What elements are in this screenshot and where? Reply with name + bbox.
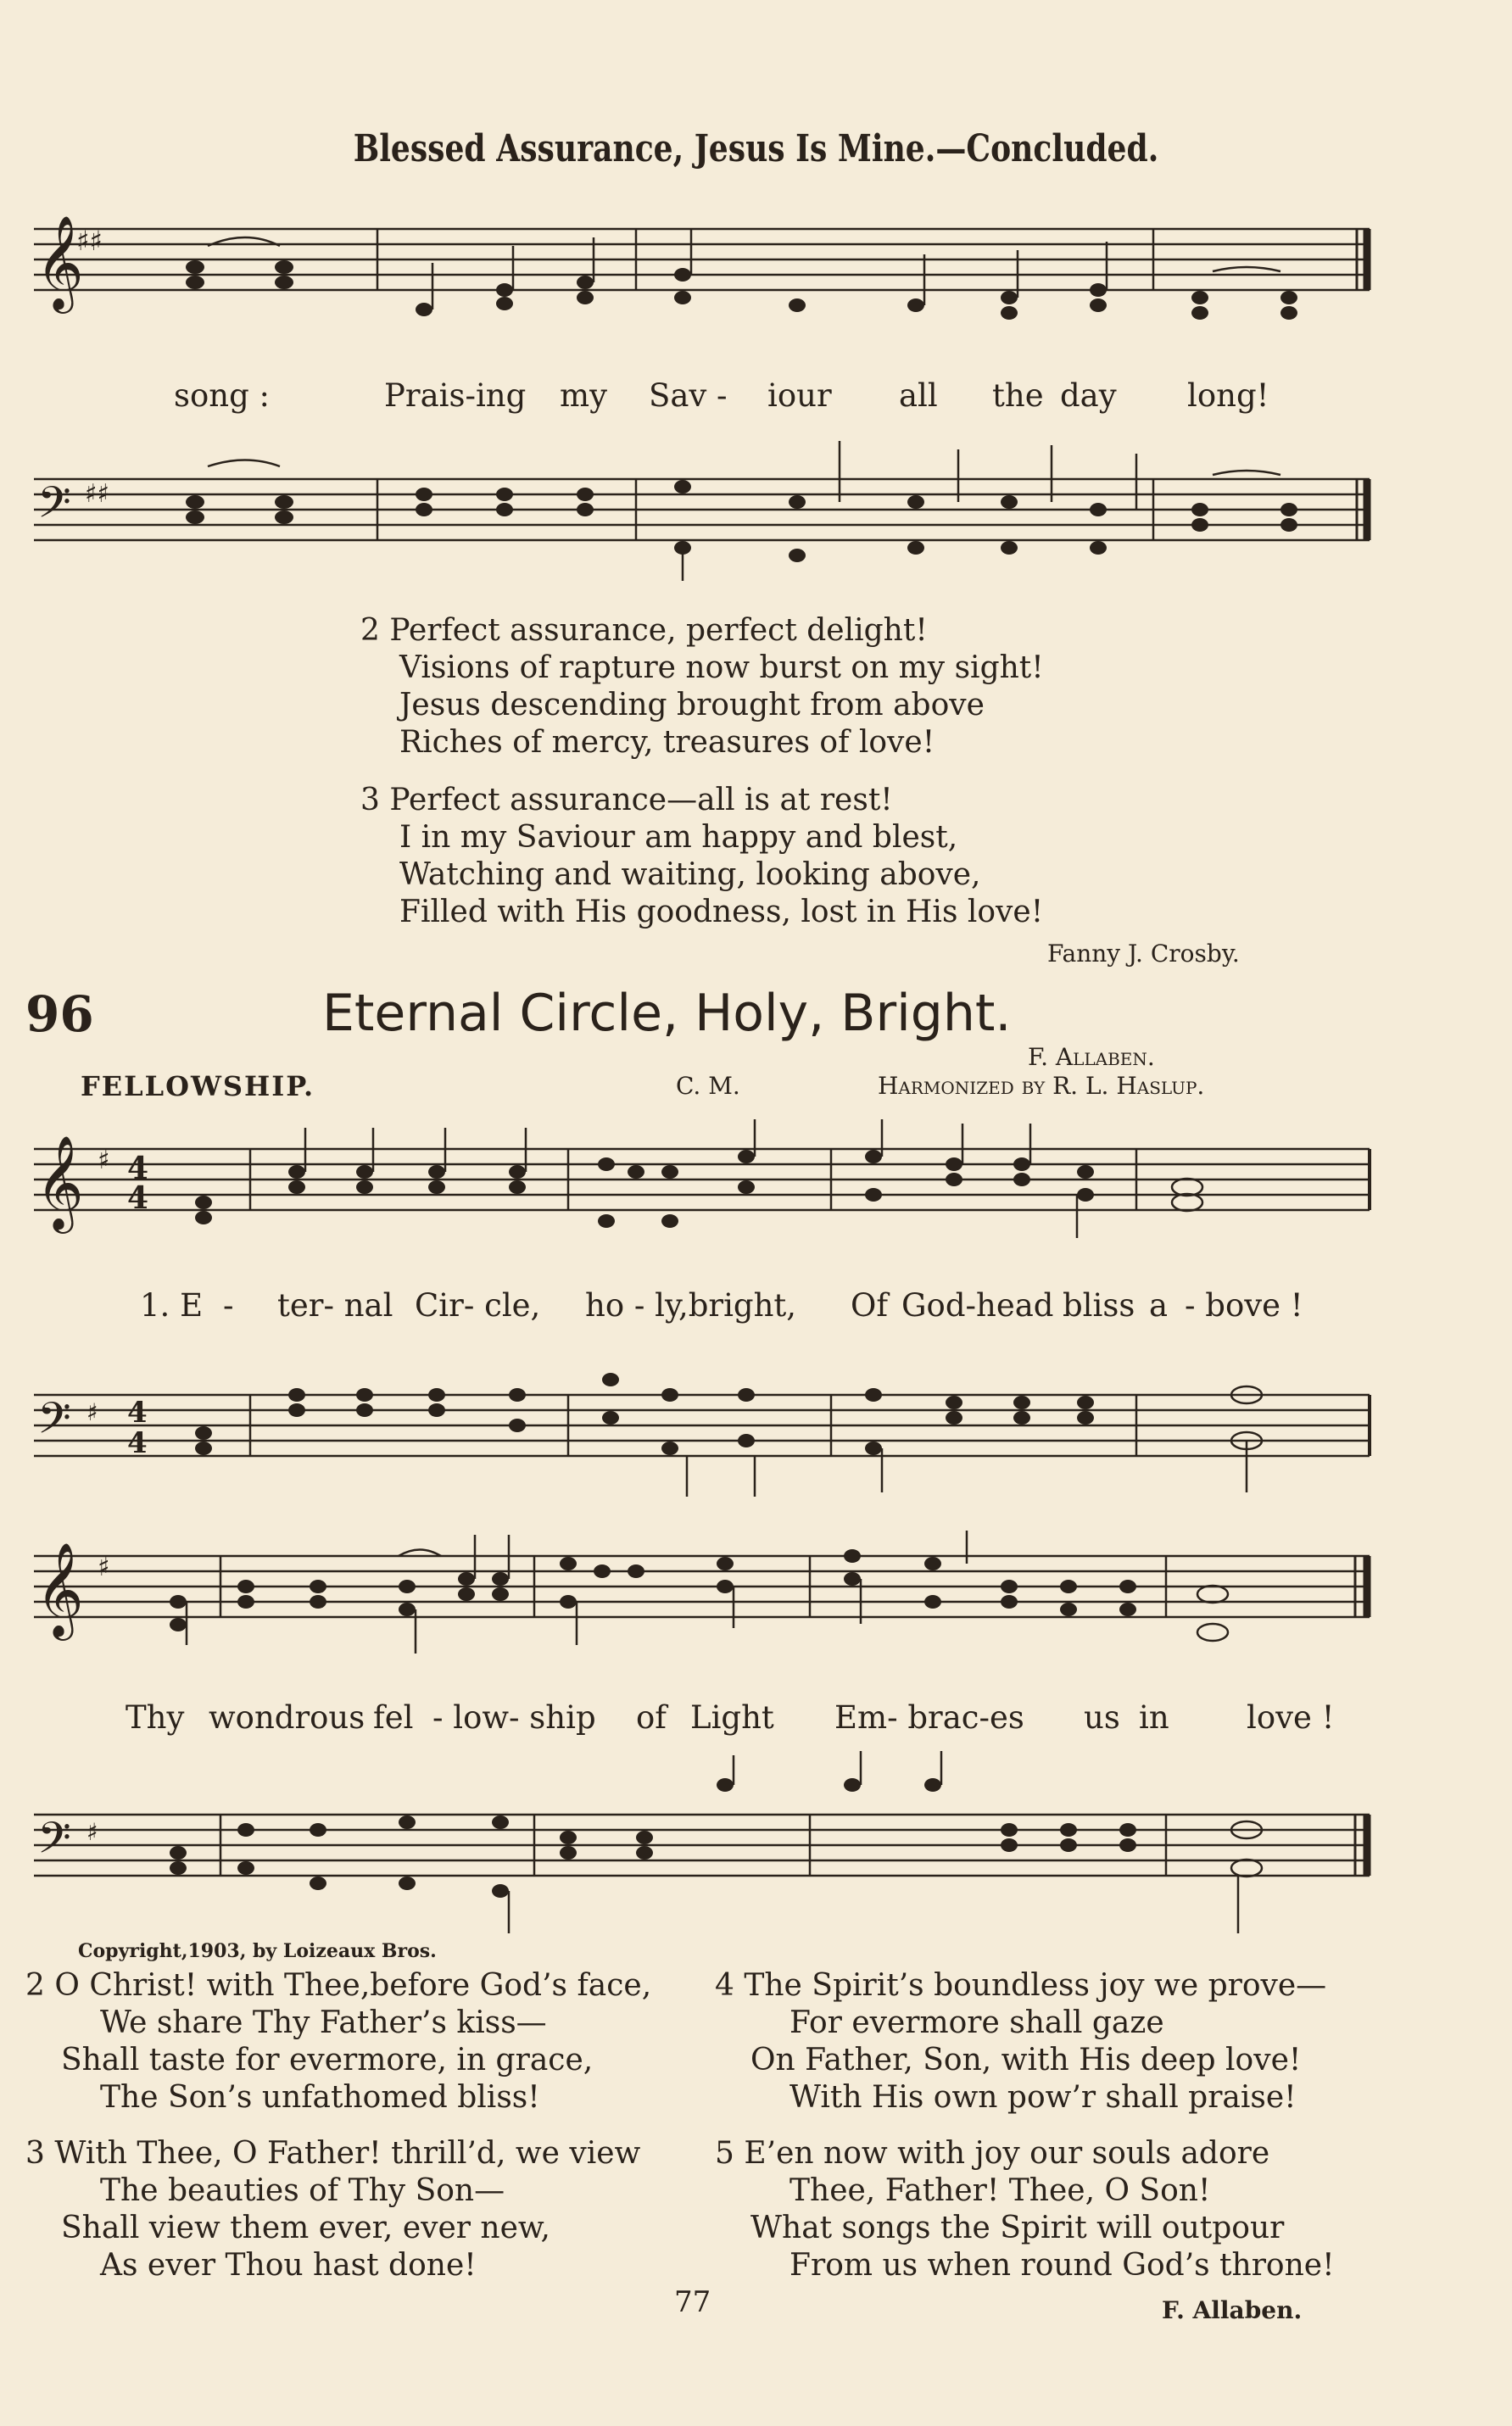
verse-line: Thee, Father! Thee, O Son!	[789, 2173, 1211, 2208]
prev-lyric-word: my	[560, 377, 607, 414]
verse-line: For evermore shall gaze	[789, 2005, 1164, 2040]
verse-line: Shall view them ever, ever new,	[61, 2211, 550, 2245]
verse-line: Jesus descending brought from above	[399, 688, 985, 722]
prev-lyric-word: Prais-ing	[384, 377, 527, 414]
hymn-verse	[715, 1967, 1326, 2116]
verse-line: With Thee, O Father! thrill’d, we view	[54, 2136, 641, 2171]
bass-staff-2	[25, 1747, 1382, 1942]
lyric-word: Light	[690, 1699, 774, 1736]
verse-line: The beauties of Thy Son—	[100, 2173, 505, 2208]
harmonizer: Harmonized by R. L. Haslup.	[878, 1072, 1205, 1100]
svg-text:𝄞: 𝄞	[36, 1135, 84, 1230]
treble-staff-1	[25, 1111, 1382, 1280]
hymn-verse	[715, 2135, 1335, 2284]
verse-line: E’en now with joy our souls adore	[744, 2136, 1270, 2171]
lyric-word: wondrous	[209, 1699, 365, 1736]
hymn-verse	[25, 1967, 651, 2116]
lyric-word: Em- brac-es	[834, 1699, 1024, 1736]
svg-text:𝄢: 𝄢	[37, 1812, 71, 1874]
verse-number: 2	[360, 613, 380, 648]
lyric-word: Thy	[126, 1699, 185, 1736]
lyric-word: of	[636, 1699, 667, 1736]
svg-text:4: 4	[127, 1396, 148, 1430]
lyric-word: -	[223, 1287, 234, 1324]
verse-line: The Spirit’s boundless joy we prove—	[744, 1968, 1327, 2003]
prev-author: Fanny J. Crosby.	[1047, 940, 1240, 968]
hymn-title: Eternal Circle, Holy, Bright.	[322, 984, 1012, 1043]
svg-text:4: 4	[127, 1180, 149, 1216]
lyric-word: ter- nal	[277, 1287, 393, 1324]
svg-text:♯♯: ♯♯	[76, 225, 103, 257]
verse-line: Perfect assurance—all is at rest!	[389, 783, 893, 817]
treble-staff-2	[25, 1518, 1382, 1696]
lyric-word: God-head	[901, 1287, 1054, 1324]
bass-staff-1	[25, 1344, 1382, 1514]
lyric-word: a	[1149, 1287, 1169, 1324]
prev-lyric-word: the	[992, 377, 1044, 414]
verse-line: We share Thy Father’s kiss—	[100, 2005, 547, 2040]
composer: F. Allaben.	[1028, 1043, 1155, 1071]
lyric-word: - bove !	[1185, 1287, 1303, 1324]
verse-line: With His own pow’r shall praise!	[789, 2080, 1297, 2115]
lyric-word: fel	[373, 1699, 414, 1736]
verse-line: Filled with His goodness, lost in His love!	[399, 895, 1044, 929]
prev-hymn-title: Blessed Assurance, Jesus Is Mine.—Concluded.	[353, 127, 1159, 170]
verse-number: 2	[25, 1968, 45, 2003]
hymn-number: 96	[25, 985, 94, 1043]
verse-number: 5	[715, 2136, 734, 2171]
svg-text:4: 4	[127, 1151, 149, 1186]
verse-line: Perfect assurance, perfect delight!	[389, 613, 928, 648]
lyric-word: - low- ship	[432, 1699, 596, 1736]
tune-name: FELLOWSHIP.	[81, 1070, 315, 1102]
svg-text:𝄞: 𝄞	[36, 1542, 84, 1637]
svg-text:♯: ♯	[98, 1553, 110, 1582]
verse-line: What songs the Spirit will outpour	[750, 2211, 1285, 2245]
prev-lyric-word: iour	[767, 377, 832, 414]
hymn-verse	[25, 2135, 640, 2284]
page-number: 77	[674, 2285, 711, 2319]
prev-lyric-word: Sav	[649, 377, 707, 414]
hymn-author: F. Allaben.	[1162, 2296, 1303, 2324]
prev-lyric-word: -	[717, 377, 728, 414]
prev-treble-staff	[25, 212, 1382, 365]
copyright: Copyright,1903, by Loizeaux Bros.	[78, 1940, 437, 1962]
svg-text:𝄢: 𝄢	[37, 477, 71, 538]
svg-text:♯: ♯	[98, 1146, 110, 1175]
verse-number: 4	[715, 1968, 734, 2003]
verse-number: 3	[360, 783, 380, 817]
verse-line: Shall taste for evermore, in grace,	[61, 2043, 594, 2077]
lyric-word: bliss	[1063, 1287, 1135, 1324]
verse-line: The Son’s unfathomed bliss!	[100, 2080, 540, 2115]
prev-lyric-word: day	[1060, 377, 1117, 414]
svg-text:♯♯: ♯♯	[85, 479, 110, 509]
meter: C. M.	[676, 1072, 740, 1100]
lyric-word: in	[1139, 1699, 1169, 1736]
prev-lyric-word: song :	[174, 377, 271, 414]
svg-text:𝄢: 𝄢	[37, 1392, 71, 1454]
lyric-word: Cir- cle,	[415, 1287, 541, 1324]
lyric-word: 1. E	[140, 1287, 204, 1324]
lyric-word: Of	[851, 1287, 889, 1324]
svg-text:4: 4	[127, 1426, 148, 1460]
prev-verse	[360, 782, 1043, 931]
verse-line: From us when round God’s throne!	[789, 2248, 1335, 2283]
verse-line: Visions of rapture now burst on my sight!	[399, 650, 1044, 685]
svg-text:𝄞: 𝄞	[36, 215, 84, 310]
verse-line: Watching and waiting, looking above,	[399, 857, 981, 892]
lyrics-line-1	[140, 1287, 1303, 1324]
prev-lyric-word: long!	[1187, 377, 1269, 414]
verse-line: I in my Saviour am happy and blest,	[399, 820, 958, 855]
verse-line: Riches of mercy, treasures of love!	[399, 725, 935, 760]
verse-line: O Christ! with Thee,before God’s face,	[54, 1968, 652, 2003]
lyric-word: ho - ly,bright,	[585, 1287, 797, 1324]
verse-line: As ever Thou hast done!	[100, 2248, 477, 2283]
svg-text:♯: ♯	[86, 1398, 98, 1426]
lyrics-line-2	[126, 1699, 1335, 1736]
prev-bass-staff	[25, 432, 1382, 585]
prev-verse	[360, 612, 1044, 761]
verse-line: On Father, Son, with His deep love!	[750, 2043, 1302, 2077]
lyric-word: us	[1084, 1699, 1120, 1736]
prev-lyric-word: all	[899, 377, 938, 414]
prev-lyrics	[174, 377, 1269, 414]
svg-text:♯: ♯	[86, 1818, 98, 1846]
lyric-word: love !	[1247, 1699, 1335, 1736]
verse-number: 3	[25, 2136, 45, 2171]
